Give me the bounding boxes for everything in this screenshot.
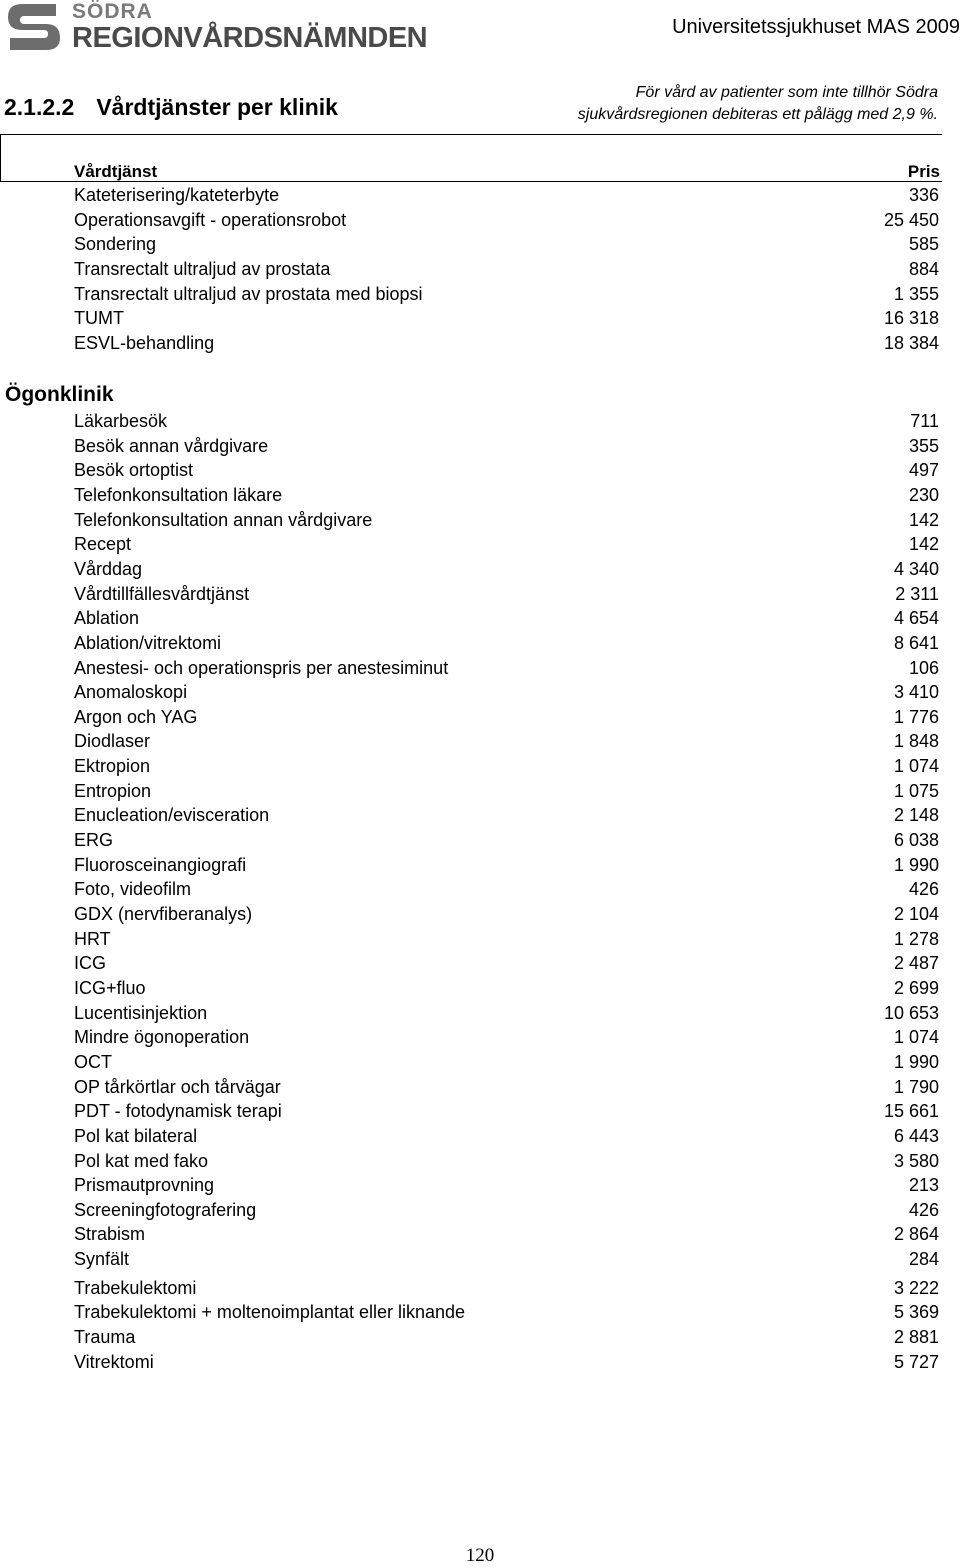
service-name: ERG	[74, 830, 114, 850]
service-price: 336	[908, 185, 939, 205]
table-row	[0, 633, 960, 657]
table-row	[0, 485, 960, 509]
service-name: Recept	[74, 534, 132, 554]
table-row	[0, 1101, 960, 1125]
table-row	[0, 259, 960, 283]
table-row	[0, 1151, 960, 1175]
service-price: 284	[908, 1249, 939, 1269]
service-price: 2 104	[893, 904, 939, 924]
service-name: Enucleation/evisceration	[74, 805, 270, 825]
table-row	[0, 1278, 960, 1302]
service-price: 355	[908, 436, 939, 456]
table-row	[0, 510, 960, 534]
table-row	[0, 904, 960, 928]
table-row	[0, 658, 960, 682]
table-row	[0, 1224, 960, 1248]
service-price: 585	[908, 234, 939, 254]
service-name: Anomaloskopi	[74, 682, 188, 702]
service-price: 2 699	[893, 978, 939, 998]
service-name: Mindre ögonoperation	[74, 1027, 250, 1047]
service-name: Ektropion	[74, 756, 151, 776]
logo-line-1: SÖDRA	[72, 0, 153, 23]
service-name: Sondering	[74, 234, 157, 254]
table-row	[0, 1302, 960, 1326]
table-row	[0, 1175, 960, 1199]
service-price: 2 311	[895, 584, 939, 604]
table-row	[0, 411, 960, 435]
service-price: 16 318	[883, 308, 939, 328]
table-row	[0, 1077, 960, 1101]
service-price: 1 355	[893, 284, 939, 304]
table-row	[0, 1003, 960, 1027]
table-row	[0, 879, 960, 903]
surcharge-note-line-1: För vård av patienter som inte tillhör Södra	[635, 84, 938, 101]
service-price: 497	[908, 460, 939, 480]
table-row	[0, 333, 960, 357]
service-price: 1 074	[893, 756, 939, 776]
table-row	[0, 1027, 960, 1051]
service-name: Foto, videofilm	[74, 879, 192, 899]
table-row	[0, 460, 960, 484]
service-name: Trabekulektomi	[74, 1278, 197, 1298]
service-name: Argon och YAG	[74, 707, 198, 727]
table-row	[0, 1352, 960, 1376]
table-row	[0, 830, 960, 854]
service-price: 1 790	[893, 1077, 939, 1097]
service-price: 4 654	[893, 608, 939, 628]
service-name: Ablation/vitrektomi	[74, 633, 222, 653]
service-name: Trauma	[74, 1327, 136, 1347]
table-row	[0, 308, 960, 332]
service-name: TUMT	[74, 308, 124, 328]
service-name: Pol kat bilateral	[74, 1126, 198, 1146]
service-price: 1 075	[893, 781, 939, 801]
table-header	[0, 134, 942, 182]
service-price: 426	[908, 1200, 939, 1220]
service-name: Besök annan vårdgivare	[74, 436, 269, 456]
table-row	[0, 978, 960, 1002]
table-row	[0, 559, 960, 583]
service-name: Anestesi- och operationspris per anestesiminut	[74, 658, 449, 678]
service-name: Telefonkonsultation annan vårdgivare	[74, 510, 373, 530]
logo	[6, 0, 426, 56]
service-name: Fluorosceinangiografi	[74, 855, 247, 875]
section-title: Vårdtjänster per klinik	[96, 94, 338, 120]
group-title-ogonklinik: Ögonklinik	[5, 383, 114, 406]
table-row	[0, 210, 960, 234]
table-row	[0, 1249, 960, 1273]
service-price: 884	[908, 259, 939, 279]
service-name: Lucentisinjektion	[74, 1003, 208, 1023]
service-name: Ablation	[74, 608, 140, 628]
table-row	[0, 707, 960, 731]
service-price: 2 487	[893, 953, 939, 973]
service-name: Pol kat med fako	[74, 1151, 209, 1171]
table-row	[0, 953, 960, 977]
service-price: 4 340	[893, 559, 939, 579]
table-row	[0, 805, 960, 829]
service-price: 3 580	[893, 1151, 939, 1171]
service-price: 711	[910, 411, 939, 431]
service-price: 3 222	[893, 1278, 939, 1298]
service-name: ICG	[74, 953, 107, 973]
service-price: 142	[908, 534, 939, 554]
service-name: ICG+fluo	[74, 978, 146, 998]
service-name: Trabekulektomi + moltenoimplantat eller liknande	[74, 1302, 466, 1322]
page-number: 120	[465, 1545, 495, 1566]
service-name: Synfält	[74, 1249, 130, 1269]
service-price: 10 653	[883, 1003, 939, 1023]
service-price: 6 443	[893, 1126, 939, 1146]
service-price: 426	[908, 879, 939, 899]
service-price: 106	[908, 658, 939, 678]
service-name: Telefonkonsultation läkare	[74, 485, 283, 505]
service-price: 2 864	[893, 1224, 939, 1244]
table-row	[0, 436, 960, 460]
service-name: Diodlaser	[74, 731, 151, 751]
service-price: 8 641	[893, 633, 939, 653]
service-price: 2 148	[893, 805, 939, 825]
service-price: 5 727	[893, 1352, 939, 1372]
section-number: 2.1.2.2	[4, 94, 75, 120]
service-name: Transrectalt ultraljud av prostata	[74, 259, 331, 279]
service-price: 1 278	[893, 929, 939, 949]
service-name: Transrectalt ultraljud av prostata med biopsi	[74, 284, 423, 304]
table-row	[0, 1052, 960, 1076]
service-price: 142	[908, 510, 939, 530]
service-name: OCT	[74, 1052, 112, 1072]
table-row	[0, 1200, 960, 1224]
service-name: Vårdtillfällesvårdtjänst	[74, 584, 250, 604]
table-row	[0, 1327, 960, 1351]
table-row	[0, 584, 960, 608]
table-row	[0, 731, 960, 755]
service-price: 5 369	[893, 1302, 939, 1322]
service-price: 1 074	[893, 1027, 939, 1047]
service-price: 2 881	[893, 1327, 939, 1347]
service-name: Läkarbesök	[74, 411, 168, 431]
surcharge-note-line-2: sjukvårdsregionen debiteras ett pålägg med 2,9 %.	[577, 106, 938, 123]
service-price: 6 038	[893, 830, 939, 850]
service-name: Vårddag	[74, 559, 143, 579]
document-header-title: Universitetssjukhuset MAS 2009	[672, 16, 960, 38]
service-price: 1 990	[893, 1052, 939, 1072]
table-row	[0, 855, 960, 879]
service-name: ESVL-behandling	[74, 333, 215, 353]
service-name: Kateterisering/kateterbyte	[74, 185, 280, 205]
service-name: Entropion	[74, 781, 152, 801]
service-name: Prismautprovning	[74, 1175, 215, 1195]
service-price: 230	[908, 485, 939, 505]
service-name: Besök ortoptist	[74, 460, 194, 480]
service-name: Screeningfotografering	[74, 1200, 257, 1220]
service-name: Strabism	[74, 1224, 146, 1244]
table-row	[0, 608, 960, 632]
service-price: 1 990	[893, 855, 939, 875]
service-price: 213	[908, 1175, 939, 1195]
service-price: 1 848	[893, 731, 939, 751]
service-name: OP tårkörtlar och tårvägar	[74, 1077, 281, 1097]
table-row	[0, 1126, 960, 1150]
table-row	[0, 234, 960, 258]
service-name: HRT	[74, 929, 111, 949]
surcharge-note	[518, 82, 938, 126]
table-row	[0, 185, 960, 209]
logo-line-2: REGIONVÅRDSNÄMNDEN	[72, 22, 428, 54]
service-price: 1 776	[893, 707, 939, 727]
table-row	[0, 929, 960, 953]
service-name: GDX (nervfiberanalys)	[74, 904, 253, 924]
service-name: PDT - fotodynamisk terapi	[74, 1101, 282, 1121]
column-header-service: Vårdtjänst	[74, 162, 158, 181]
service-price: 25 450	[883, 210, 939, 230]
section-heading	[4, 94, 338, 121]
service-price: 3 410	[893, 682, 939, 702]
logo-emblem-icon	[6, 0, 66, 52]
table-row	[0, 682, 960, 706]
service-price: 15 661	[883, 1101, 939, 1121]
table-row	[0, 284, 960, 308]
table-row	[0, 781, 960, 805]
service-price: 18 384	[883, 333, 939, 353]
service-name: Operationsavgift - operationsrobot	[74, 210, 347, 230]
table-row	[0, 756, 960, 780]
column-header-price: Pris	[907, 162, 940, 181]
table-row	[0, 534, 960, 558]
service-name: Vitrektomi	[74, 1352, 154, 1372]
